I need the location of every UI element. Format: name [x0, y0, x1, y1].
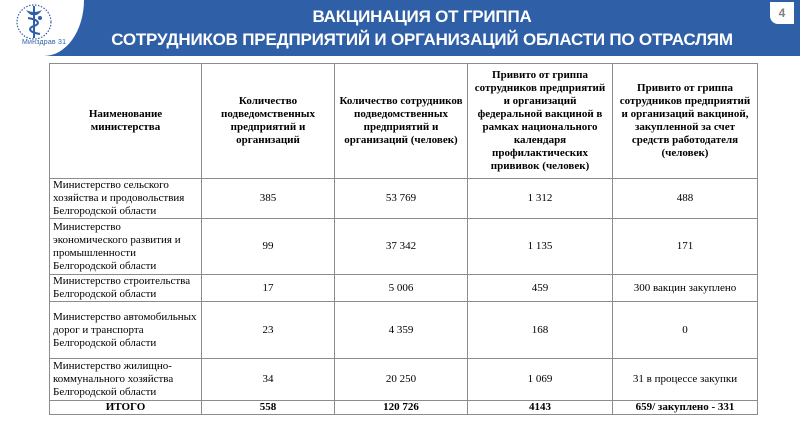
employer-vaccinated: 0	[613, 302, 758, 359]
enterprises-count: 99	[202, 219, 335, 275]
employer-vaccinated: 300 вакцин закуплено	[613, 275, 758, 302]
employees-count: 5 006	[335, 275, 468, 302]
total-employer-vaccinated: 659/ закуплено - 331	[613, 401, 758, 415]
table-row	[50, 219, 758, 275]
employees-count: 37 342	[335, 219, 468, 275]
federal-vaccinated: 168	[468, 302, 613, 359]
federal-vaccinated: 1 135	[468, 219, 613, 275]
enterprises-count: 385	[202, 179, 335, 219]
total-enterprises: 558	[202, 401, 335, 415]
table-row	[50, 302, 758, 359]
enterprises-count: 34	[202, 359, 335, 401]
column-header-ministry: Наименование министерства	[50, 64, 202, 179]
title-line-2: СОТРУДНИКОВ ПРЕДПРИЯТИЙ И ОРГАНИЗАЦИЙ ОБЛАСТИ ПО ОТРАСЛЯМ	[111, 30, 733, 49]
ministry-name: Министерство строительства Белгородской области	[50, 275, 202, 302]
column-header-employer-vaccine: Привито от гриппа сотрудников предприятий и организаций вакциной, закупленной за счет средств работодателя (человек)	[613, 64, 758, 179]
employer-vaccinated: 31 в процессе закупки	[613, 359, 758, 401]
vaccination-table	[49, 63, 758, 415]
column-header-federal-vaccine: Привито от гриппа сотрудников предприятий и организаций федеральной вакциной в рамках национального календаря профилактических прививок (человек)	[468, 64, 613, 179]
enterprises-count: 17	[202, 275, 335, 302]
enterprises-count: 23	[202, 302, 335, 359]
total-label: ИТОГО	[50, 401, 202, 415]
table-row	[50, 275, 758, 302]
ministry-name: Министерство экономического развития и промышленности Белгородской области	[50, 219, 202, 275]
total-federal-vaccinated: 4143	[468, 401, 613, 415]
federal-vaccinated: 1 069	[468, 359, 613, 401]
title-line-1: ВАКЦИНАЦИЯ ОТ ГРИППА	[312, 7, 532, 26]
federal-vaccinated: 1 312	[468, 179, 613, 219]
employees-count: 4 359	[335, 302, 468, 359]
logo-text: Минздрав 31	[22, 39, 67, 46]
column-header-employees: Количество сотрудников подведомственных предприятий и организаций (человек)	[335, 64, 468, 179]
ministry-name: Министерство автомобильных дорог и транспорта Белгородской области	[50, 302, 202, 359]
ministry-name: Министерство жилищно-коммунального хозяйства Белгородской области	[50, 359, 202, 401]
employees-count: 53 769	[335, 179, 468, 219]
caduceus-icon	[4, 2, 64, 42]
total-row	[50, 401, 758, 415]
header-band	[0, 0, 800, 56]
federal-vaccinated: 459	[468, 275, 613, 302]
page-title	[90, 5, 754, 51]
column-header-enterprises: Количество подведомственных предприятий и организаций	[202, 64, 335, 179]
total-employees: 120 726	[335, 401, 468, 415]
table-header-row	[50, 64, 758, 179]
table-row	[50, 179, 758, 219]
ministry-name: Министерство сельского хозяйства и продовольствия Белгородской области	[50, 179, 202, 219]
page-number: 4	[770, 2, 794, 24]
table-row	[50, 359, 758, 401]
employees-count: 20 250	[335, 359, 468, 401]
logo	[0, 0, 84, 56]
employer-vaccinated: 171	[613, 219, 758, 275]
employer-vaccinated: 488	[613, 179, 758, 219]
